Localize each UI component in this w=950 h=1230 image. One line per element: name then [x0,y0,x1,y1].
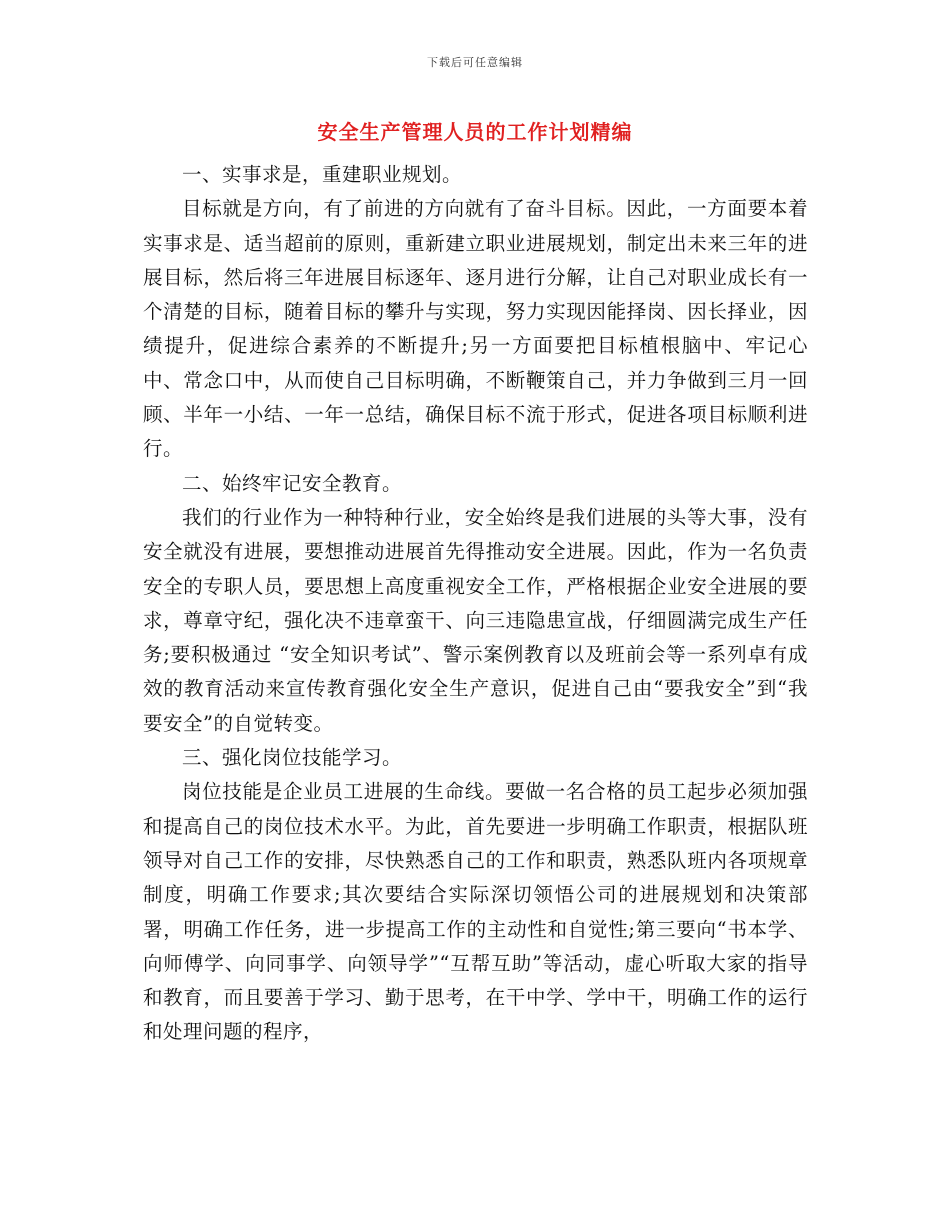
section-heading-2: 二、始终牢记安全教育。 [182,471,403,495]
paragraph-1: 目标就是方向，有了前进的方向就有了奋斗目标。因此，一方面要本着实事求是、适当超前的原则，重新建立职业进展规划，制定出未来三年的进展目标，然后将三年进展目标逐年、逐月进行分解，让自己对职业成长有一个清楚的目标，随着目标的攀升与实现，努力实现因能择岗、因长择业，因绩提升，促进综合素养的不断提升;另一方面要把目标植根脑中、牢记心中、常念口中，从而使自己目标明确，不断鞭策自己，并力争做到三月一回顾、半年一小结、一年一总结，确保目标不流于形式，促进各项目标顺利进行。 [143,197,808,461]
paragraph-3: 岗位技能是企业员工进展的生命线。要做一名合格的员工起步必须加强和提高自己的岗位技术水平。为此，首先要进一步明确工作职责，根据队班领导对自己工作的安排，尽快熟悉自己的工作和职责，熟悉队班内各项规章制度，明确工作要求;其次要结合实际深切领悟公司的进展规划和决策部署，明确工作任务，进一步提高工作的主动性和自觉性;第三要向“书本学、向师傅学、向同事学、向领导学”“互帮互助”等活动，虚心听取大家的指导和教育，而且要善于学习、勤于思考，在干中学、学中干，明确工作的运行和处理问题的程序， [143,780,808,1044]
document-body [143,158,808,1050]
section-heading-3: 三、强化岗位技能学习。 [182,746,403,770]
paragraph-2: 我们的行业作为一种特种行业，安全始终是我们进展的头等大事，没有安全就没有进展，要想推动进展首先得推动安全进展。因此，作为一名负责安全的专职人员，要思想上高度重视安全工作，严格根据企业安全进展的要求，尊章守纪，强化决不违章蛮干、向三违隐患宣战，仔细圆满完成生产任务;要积极通过 “安全知识考试”、警示案例教育以及班前会等一系列卓有成效的教育活动来宣传教育强化安全生产意识，促进自己由“要我安全”到“我要安全”的自觉转变。 [143,505,808,735]
document-title: 安全生产管理人员的工作计划精编 [317,120,633,144]
section-heading-1: 一、实事求是，重建职业规划。 [182,163,463,186]
header-note: 下载后可任意编辑 [427,56,523,69]
